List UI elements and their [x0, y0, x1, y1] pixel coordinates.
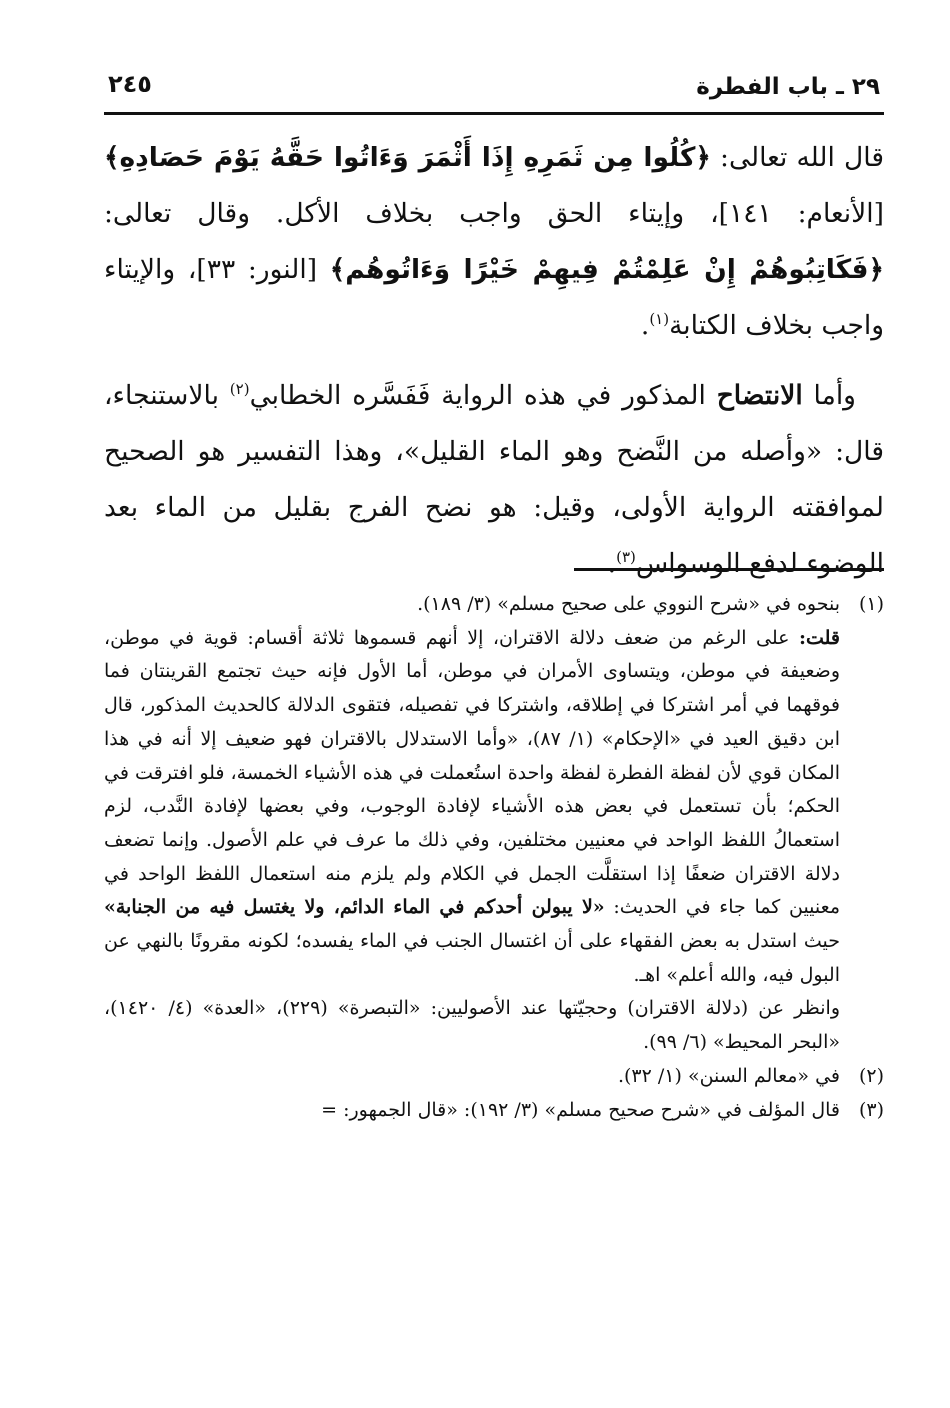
- footnote-1-comment-text: على الرغم من ضعف دلالة الاقتران، إلا أنهم قسموها ثلاثة أقسام: قوية في موطن، وضعيفة في موطن، ويتساوى الأمران في موطن، أما الأول فإنه حيث تجتمع القرينتان فما فوقهما في أمر اشتركا في إطلاقه، واشتركا في تفصيله، فتقوى الدلالة كالحديث المذكور، قال ابن دقيق العيد في «الإحكام» (١/ ٨٧)، «وأما الاستدلال بالاقتران فهو ضعيف إلا أنه في هذا المكان قوي لأن لفظة الفطرة لفظة واحدة استُعملت في هذه الأشياء الخمسة، فلو افترقت في الحكم؛ بأن تستعمل في بعض هذه الأشياء لإفادة الوجوب، وفي بعضها لإفادة النَّدب، لزم استعمالُ اللفظ الواحد في معنيين مختلفين، وفي ذلك ما عرف في علم الأصول. وإنما تضعف دلالة الاقتران ضعفًا إذا استقلَّت الجمل في الكلام ولم يلزم منه استعمال اللفظ الواحد في معنيين كما جاء في الحديث:: [104, 626, 840, 919]
- footnote-1-references: وانظر عن (دلالة الاقتران) وحجيّتها عند الأصوليين: «التبصرة» (٢٢٩)، «العدة» (٤/ ١٤٢٠)، «البحر المحيط» (٦/ ٩٩).: [104, 997, 840, 1054]
- footnote-2: [104, 1060, 884, 1094]
- footnote-1-body: [104, 588, 840, 1060]
- para2-text2: بالاستنجاء، قال: «وأصله من النَّضح وهو الماء القليل»، وهذا التفسير هو الصحيح لموافقته الرواية الأولى، وقيل: هو نضح الفرج بقليل من الماء بعد الوضوء لدفع الوسواس: [104, 380, 884, 579]
- footnote-1-comment-end: حيث استدل به بعض الفقهاء على أن اغتسال الجنب في الماء يفسده؛ لكونه مقرونًا بالنهي عن البول فيه، والله أعلم» اهـ.: [104, 930, 840, 986]
- qult-label: قلت:: [798, 626, 840, 649]
- chapter-title: ٢٩ ـ باب الفطرة: [696, 74, 880, 100]
- para2-end: .: [607, 548, 617, 579]
- footnote-2-body: في «معالم السنن» (١/ ٣٢).: [617, 1064, 840, 1087]
- para1-intro: قال الله تعالى:: [710, 142, 884, 173]
- footnote-ref-2[interactable]: (٢): [229, 380, 250, 399]
- footnote-1-number: (١): [858, 593, 884, 615]
- para1-text1: [الأنعام: ١٤١]، وإيتاء الحق واجب بخلاف الأكل. وقال تعالى:: [104, 198, 884, 229]
- header-rule: [104, 112, 884, 115]
- footnote-1-comment: [104, 622, 840, 993]
- paragraph-1: [104, 130, 884, 354]
- footnote-3-number: (٣): [858, 1098, 884, 1121]
- footnote-1-source: بنحوه في «شرح النووي على صحيح مسلم» (٣/ ١٨٩).: [417, 593, 840, 615]
- quran-verse-2: ﴿فَكَاتِبُوهُمْ إِنْ عَلِمْتُمْ فِيهِمْ خَيْرًا وَءَاتُوهُم﴾: [329, 254, 885, 285]
- quran-verse-1: ﴿كُلُوا مِن ثَمَرِهِ إِذَا أَثْمَرَ وَءَاتُوا حَقَّهُ يَوْمَ حَصَادِهِ﴾: [104, 142, 711, 173]
- footnote-ref-3[interactable]: (٣): [616, 548, 636, 567]
- footnotes: [104, 588, 884, 1127]
- footnote-3-body: قال المؤلف في «شرح صحيح مسلم» (٣/ ١٩٢): «قال الجمهور: =: [321, 1098, 840, 1121]
- footnote-1: [104, 588, 884, 1060]
- para1-end: .: [640, 310, 650, 341]
- para2-text1: المذكور في هذه الرواية فَفَسَّره الخطابي: [249, 380, 717, 411]
- keyword-intidah: الانتضاح: [716, 380, 803, 411]
- page-header: [108, 62, 880, 106]
- footnote-ref-1[interactable]: (١): [649, 310, 670, 329]
- footnote-separator: [574, 568, 884, 571]
- para2-start: وأما: [802, 380, 856, 411]
- main-text: [104, 130, 884, 592]
- footnote-2-number: (٢): [858, 1064, 884, 1087]
- hadith-quote: «لا يبولن أحدكم في الماء الدائم، ولا يغتسل فيه من الجنابة»: [104, 896, 605, 919]
- footnote-3: [104, 1094, 884, 1128]
- para1-text2: [النور: ٣٣]، والإيتاء واجب بخلاف الكتابة: [104, 254, 884, 341]
- paragraph-2: [104, 368, 884, 592]
- page-number: ٢٤٥: [108, 70, 152, 98]
